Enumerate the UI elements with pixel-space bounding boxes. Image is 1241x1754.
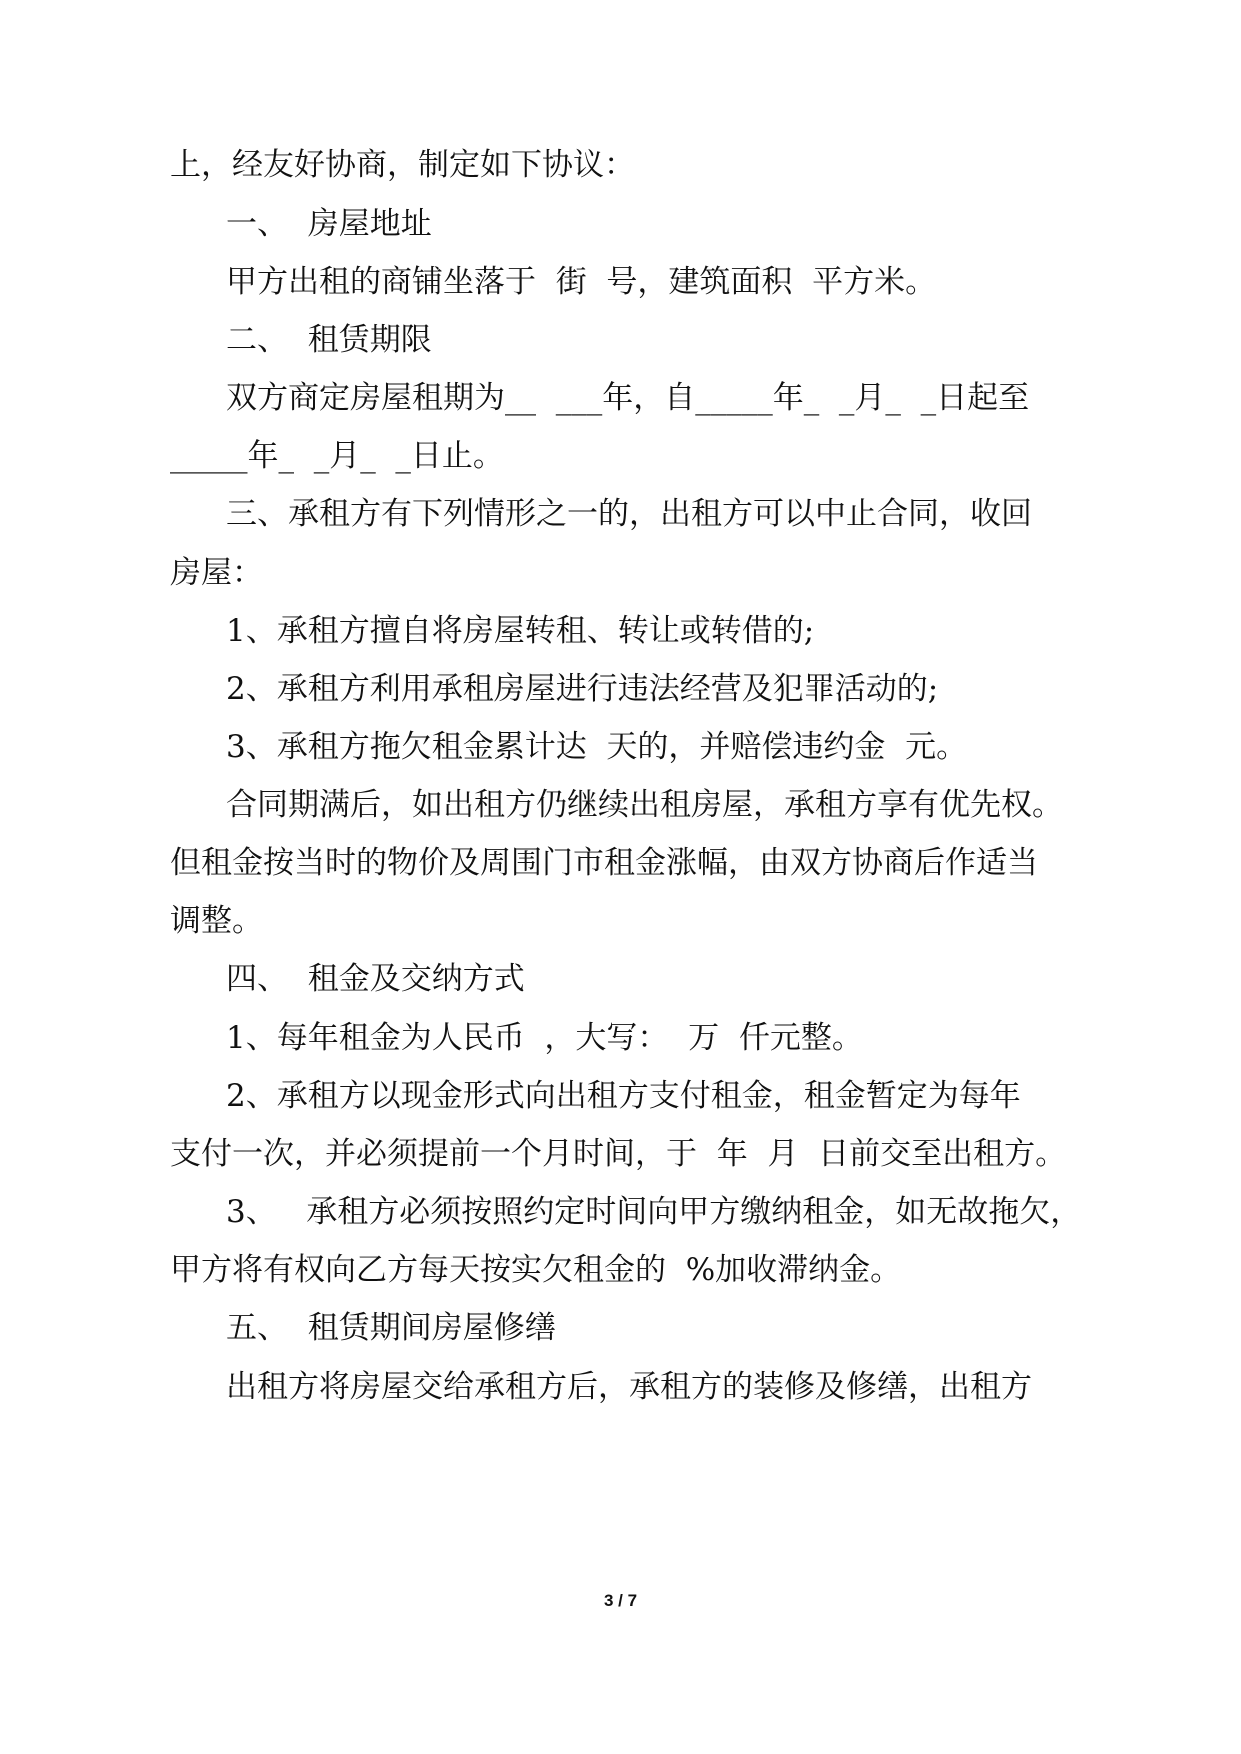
text-line: 出租方将房屋交给承租方后，承租方的装修及修缮，出租方 <box>226 1369 1032 1405</box>
list-item: 2、承租方利用承租房屋进行违法经营及犯罪活动的; <box>226 671 939 707</box>
section-heading: 三、承租方有下列情形之一的，出租方可以中止合同，收回 <box>226 496 1032 532</box>
page-number: 3 / 7 <box>603 1591 638 1610</box>
section-heading: 二、 租赁期限 <box>226 322 432 358</box>
text-line: 上，经友好协商，制定如下协议： <box>170 147 635 183</box>
text-line: 合同期满后，如出租方仍继续出租房屋，承租方享有优先权。 <box>226 787 1063 823</box>
text-line: 双方商定房屋租期为__ ___年，自_____年_ _月_ _日起至 <box>226 380 1030 416</box>
text-line: 甲方出租的商铺坐落于 街 号，建筑面积 平方米。 <box>226 264 937 300</box>
section-heading: 一、 房屋地址 <box>226 206 432 242</box>
section-heading: 四、 租金及交纳方式 <box>226 961 525 997</box>
list-item: 2、承租方以现金形式向出租方支付租金，租金暂定为每年 <box>226 1078 1021 1114</box>
section-heading: 五、 租赁期间房屋修缮 <box>226 1310 556 1346</box>
text-line: 但租金按当时的物价及周围门市租金涨幅，由双方协商后作适当 <box>170 845 1038 881</box>
text-line: 甲方将有权向乙方每天按实欠租金的 %加收滞纳金。 <box>170 1252 902 1288</box>
list-item: 1、承租方擅自将房屋转租、转让或转借的; <box>226 613 815 649</box>
list-item: 3、承租方拖欠租金累计达 天的，并赔偿违约金 元。 <box>226 729 968 765</box>
text-line: 支付一次，并必须提前一个月时间，于 年 月 日前交至出租方。 <box>170 1136 1067 1172</box>
list-item: 3、 承租方必须按照约定时间向甲方缴纳租金，如无故拖欠， <box>226 1194 1082 1230</box>
text-line: 房屋： <box>170 555 263 591</box>
text-line: 调整。 <box>170 903 263 939</box>
text-line: _____年_ _月_ _日止。 <box>170 438 504 474</box>
list-item: 1、每年租金为人民币 ，大写： 万 仟元整。 <box>226 1020 863 1056</box>
